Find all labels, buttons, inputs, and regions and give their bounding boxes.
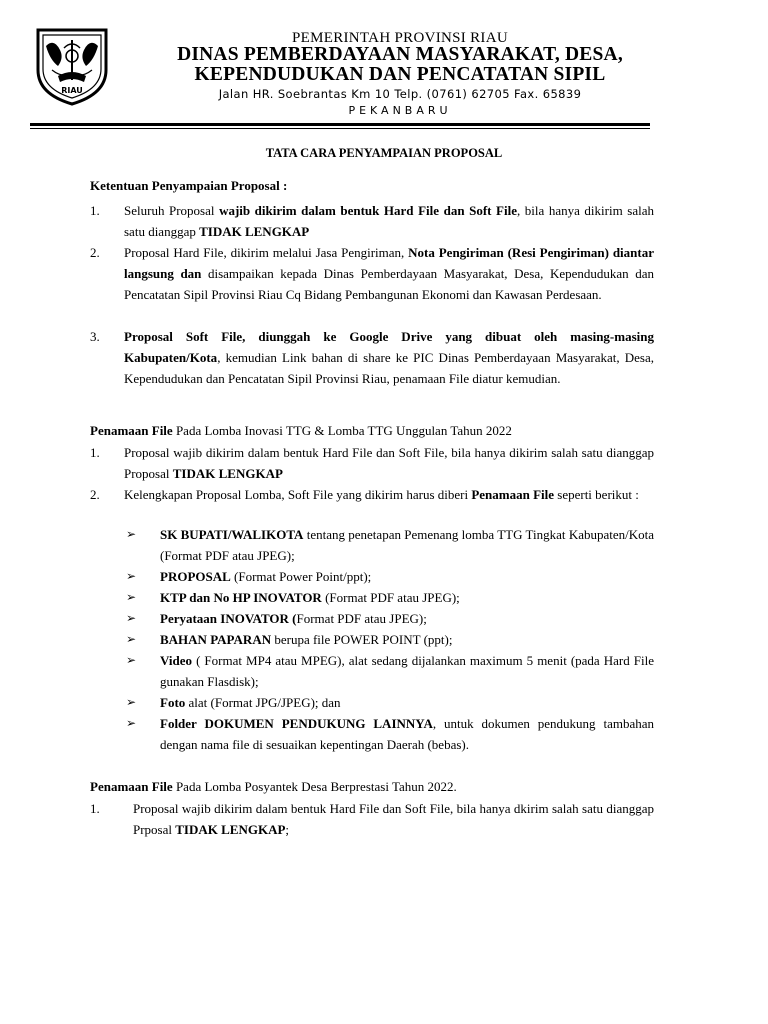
letterhead-city: PEKANBARU	[348, 104, 452, 117]
letterhead-government: PEMERINTAH PROVINSI RIAU	[291, 30, 508, 46]
section2-item2-text: Kelengkapan Proposal Lomba, Soft File yang dikirim harus diberi Penamaan File seperti berikut :	[124, 487, 639, 502]
arrow-bullet-icon: ➢	[126, 527, 137, 541]
section1-item3-number: 3.	[90, 329, 100, 344]
letterhead-address: Jalan HR. Soebrantas Km 10 Telp. (0761) 62705 Fax. 65839	[218, 87, 582, 101]
arrow-bullet-icon: ➢	[126, 716, 137, 730]
arrow-bullet-icon: ➢	[126, 611, 137, 625]
bullet-ktp: KTP dan No HP INOVATOR (Format PDF atau JPEG);	[160, 590, 460, 605]
section2-item1-number: 1.	[90, 445, 100, 460]
bullet-proposal: PROPOSAL (Format Power Point/ppt);	[160, 569, 372, 584]
bullet-foto: Foto alat (Format JPG/JPEG); dan	[160, 695, 341, 710]
section1-item3-text: Proposal Soft File, diunggah ke Google Drive yang dibuat oleh masing-masing Kabupaten/Kota, kemudian Link bahan di share ke PIC Dinas Pemberdayaan Masyarakat, Desa, Kependudukan dan Pencatatan Sipil Provinsi Riau, penamaan File diatur kemudian.	[124, 329, 654, 386]
logo-text: RIAU	[61, 86, 83, 95]
arrow-bullet-icon: ➢	[126, 569, 137, 583]
bullet-peryataan: Peryataan INOVATOR (Format PDF atau JPEG);	[160, 611, 427, 626]
riau-coat-of-arms-logo	[34, 26, 110, 106]
letterhead-agency-line2: KEPENDUDUKAN DAN PENCATATAN SIPIL	[194, 64, 606, 85]
section2-item1-text: Proposal wajib dikirim dalam bentuk Hard File dan Soft File, bila hanya dikirim salah satu dianggap Proposal TIDAK LENGKAP	[124, 445, 654, 481]
document-title: TATA CARA PENYAMPAIAN PROPOSAL	[265, 146, 503, 160]
section1-item1-number: 1.	[90, 203, 100, 218]
section1-item2-number: 2.	[90, 245, 100, 260]
section2-heading: Penamaan File Pada Lomba Inovasi TTG & Lomba TTG Unggulan Tahun 2022	[90, 423, 512, 438]
bullet-folder-dokumen: Folder DOKUMEN PENDUKUNG LAINNYA, untuk dokumen pendukung tambahan dengan nama file di sesuaikan kepentingan Daerah (bebas).	[160, 716, 654, 752]
letterhead-agency-line1: DINAS PEMBERDAYAAN MASYARAKAT, DESA,	[177, 44, 623, 65]
section3-item1-number: 1.	[90, 801, 100, 816]
section1-heading: Ketentuan Penyampaian Proposal :	[90, 178, 288, 193]
section1-item1-text: Seluruh Proposal wajib dikirim dalam bentuk Hard File dan Soft File, bila hanya dikirim salah satu dianggap TIDAK LENGKAP	[124, 203, 654, 239]
section3-heading: Penamaan File Pada Lomba Posyantek Desa Berprestasi Tahun 2022.	[90, 779, 457, 794]
bullet-sk-bupati: SK BUPATI/WALIKOTA tentang penetapan Pemenang lomba TTG Tingkat Kabupaten/Kota (Format PDF atau JPEG);	[160, 527, 655, 563]
arrow-bullet-icon: ➢	[126, 653, 137, 667]
section1-item2-text: Proposal Hard File, dikirim melalui Jasa Pengiriman, Nota Pengiriman (Resi Pengiriman) diantar langsung dan disampaikan kepada Dinas Pemberdayaan Masyarakat, Desa, Kependudukan dan Pencatatan Sipil Provinsi Riau Cq Bidang Pembangunan Ekonomi dan Kawasan Perdesaan.	[124, 245, 654, 302]
section3-item1-text: Proposal wajib dikirim dalam bentuk Hard File dan Soft File, bila hanya dkirim salah satu dianggap Prposal TIDAK LENGKAP;	[133, 801, 654, 837]
section2-item2-number: 2.	[90, 487, 100, 502]
arrow-bullet-icon: ➢	[126, 632, 137, 646]
bullet-bahan-paparan: BAHAN PAPARAN berupa file POWER POINT (ppt);	[160, 632, 453, 647]
arrow-bullet-icon: ➢	[126, 590, 137, 604]
bullet-video: Video ( Format MP4 atau MPEG), alat sedang dijalankan maximum 5 menit (pada Hard File gunakan Flasdisk);	[160, 653, 654, 689]
arrow-bullet-icon: ➢	[126, 695, 137, 709]
letterhead-rule-thick	[30, 123, 650, 126]
letterhead-rule-thin	[30, 128, 650, 129]
